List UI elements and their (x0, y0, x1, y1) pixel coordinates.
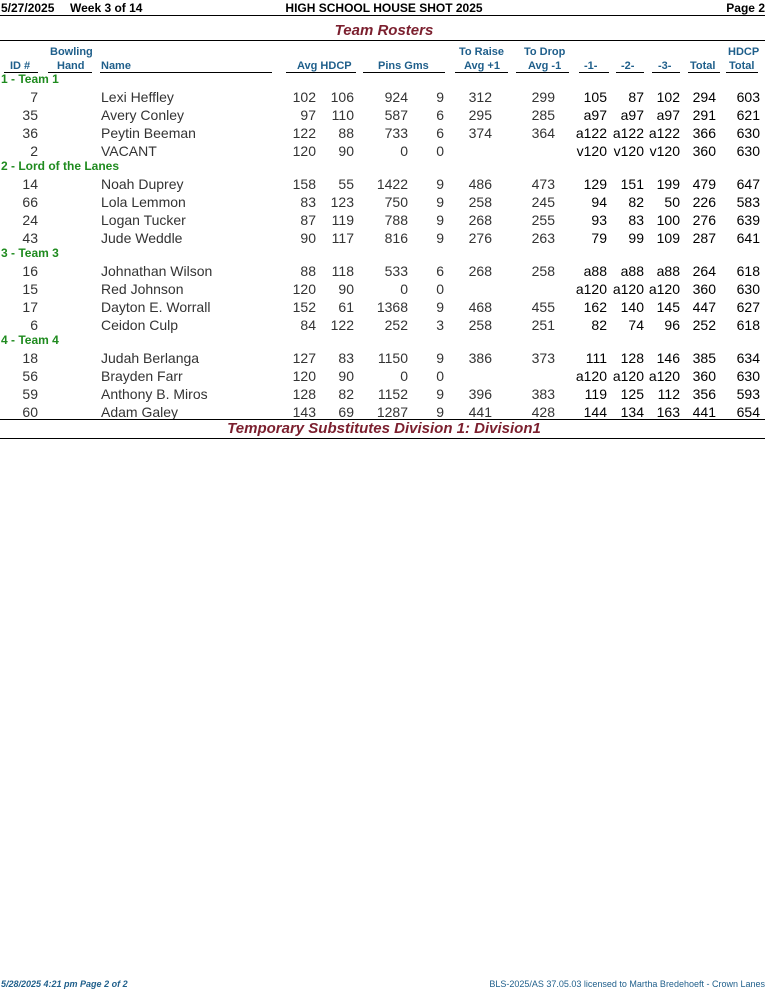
cell-id: 2 (30, 142, 38, 159)
col-game2: -2- (621, 60, 635, 72)
cell-avg: 90 (300, 229, 316, 246)
cell-g3: a120 (648, 367, 680, 384)
cell-id: 16 (22, 263, 38, 279)
cell-name: Peytin Beeman (101, 124, 196, 141)
cell-raise: 386 (468, 350, 492, 366)
underline-to-raise (455, 72, 508, 73)
underline-total (688, 72, 720, 73)
col-pins-gms: Pins Gms (378, 60, 429, 72)
cell-pins: 533 (384, 263, 408, 279)
team-header: 3 - Team 3 (1, 246, 59, 260)
cell-total: 441 (692, 403, 716, 420)
col-game3: -3- (658, 60, 672, 72)
print-timestamp: 5/28/2025 4:21 pm Page 2 of 2 (1, 979, 128, 989)
cell-g2: a120 (612, 367, 644, 384)
cell-avg: 87 (300, 211, 316, 228)
cell-hdcp-total: 618 (736, 316, 760, 333)
cell-avg: 97 (300, 106, 316, 123)
cell-id: 24 (22, 211, 38, 228)
cell-g1: a120 (575, 280, 607, 297)
cell-gms: 9 (436, 385, 444, 402)
cell-hdcp-total: 630 (736, 142, 760, 159)
cell-name: VACANT (101, 142, 157, 159)
cell-hdcp-total: 639 (736, 211, 760, 228)
player-row (0, 230, 768, 248)
cell-raise: 258 (468, 193, 492, 210)
cell-total: 291 (692, 106, 716, 123)
cell-avg: 128 (292, 385, 316, 402)
cell-id: 56 (22, 367, 38, 384)
team-header: 4 - Team 4 (1, 333, 59, 347)
cell-g3: a97 (656, 106, 680, 123)
cell-avg: 158 (292, 176, 316, 192)
cell-pins: 750 (384, 193, 408, 210)
cell-hdcp-total: 634 (736, 350, 760, 366)
col-name: Name (101, 60, 131, 72)
cell-name: Avery Conley (101, 106, 185, 123)
cell-gms: 6 (436, 106, 444, 123)
cell-hdcp: 118 (331, 263, 354, 279)
cell-gms: 9 (436, 211, 444, 228)
cell-gms: 6 (436, 263, 444, 279)
cell-id: 7 (30, 89, 38, 105)
cell-hdcp-total: 593 (736, 385, 760, 402)
cell-hdcp: 106 (330, 89, 354, 105)
cell-id: 59 (22, 385, 38, 402)
cell-name: Adam Galey (101, 403, 179, 420)
cell-pins: 1150 (377, 350, 408, 366)
player-row (0, 194, 768, 212)
cell-total: 294 (692, 89, 716, 105)
cell-g2: a97 (620, 106, 644, 123)
cell-g2: 128 (620, 350, 644, 366)
cell-id: 14 (22, 176, 38, 192)
cell-pins: 587 (384, 106, 408, 123)
cell-drop: 258 (531, 263, 555, 279)
cell-gms: 9 (436, 193, 444, 210)
report-date: 5/27/2025 (1, 1, 55, 15)
cell-name: Ceidon Culp (101, 316, 179, 333)
cell-name: Anthony B. Miros (101, 385, 208, 402)
cell-gms: 9 (436, 229, 444, 246)
cell-hdcp: 82 (338, 385, 354, 402)
cell-total: 360 (692, 367, 716, 384)
cell-hdcp-total: 621 (736, 106, 760, 123)
cell-total: 252 (692, 316, 716, 333)
cell-pins: 816 (384, 229, 408, 246)
cell-total: 356 (692, 385, 716, 402)
cell-hdcp: 122 (330, 316, 354, 333)
underline-game2 (616, 72, 644, 73)
cell-g3: a88 (656, 263, 680, 279)
cell-raise: 441 (468, 403, 492, 420)
cell-hdcp: 123 (330, 193, 354, 210)
cell-g1: 82 (591, 316, 607, 333)
cell-hdcp: 88 (338, 124, 354, 141)
player-row (0, 125, 768, 143)
substitutes-rule (0, 438, 765, 439)
cell-name: Noah Duprey (101, 176, 184, 192)
cell-g3: 50 (664, 193, 680, 210)
player-row (0, 143, 768, 161)
cell-g1: 162 (583, 298, 607, 315)
cell-avg: 152 (292, 298, 316, 315)
cell-total: 366 (692, 124, 716, 141)
col-avg-minus: Avg -1 (528, 60, 562, 72)
cell-g2: 74 (628, 316, 644, 333)
cell-drop: 285 (531, 106, 555, 123)
cell-raise: 312 (468, 89, 492, 105)
cell-drop: 383 (531, 385, 555, 402)
underline-to-drop (516, 72, 569, 73)
cell-gms: 0 (436, 280, 444, 297)
cell-avg: 120 (292, 280, 316, 297)
cell-raise: 268 (468, 211, 492, 228)
cell-g3: 96 (664, 316, 680, 333)
col-id: ID # (10, 60, 31, 72)
cell-hdcp: 61 (338, 298, 354, 315)
cell-total: 276 (692, 211, 716, 228)
cell-g1: 119 (584, 385, 607, 402)
col-to-drop: To Drop (524, 46, 566, 58)
cell-raise: 295 (468, 106, 492, 123)
cell-hdcp-total: 630 (736, 124, 760, 141)
player-row (0, 317, 768, 335)
cell-raise: 268 (468, 263, 492, 279)
cell-hdcp: 119 (331, 211, 354, 228)
player-row (0, 212, 768, 230)
section-title: Team Rosters (334, 22, 434, 39)
cell-hdcp: 117 (331, 229, 354, 246)
cell-name: Red Johnson (101, 280, 184, 297)
cell-drop: 251 (531, 316, 555, 333)
cell-pins: 0 (400, 367, 408, 384)
cell-gms: 6 (436, 124, 444, 141)
cell-g1: 105 (583, 89, 607, 105)
cell-id: 43 (22, 229, 38, 246)
cell-g1: 144 (583, 403, 607, 420)
cell-total: 385 (692, 350, 716, 366)
cell-g1: 111 (585, 350, 607, 366)
cell-total: 287 (692, 229, 716, 246)
cell-name: Dayton E. Worrall (101, 298, 211, 315)
cell-g3: a120 (648, 280, 680, 297)
cell-hdcp-total: 618 (736, 263, 760, 279)
cell-gms: 9 (436, 298, 444, 315)
cell-pins: 1287 (376, 403, 408, 420)
cell-hdcp: 90 (338, 367, 354, 384)
cell-name: Brayden Farr (101, 367, 183, 384)
cell-avg: 120 (292, 142, 316, 159)
cell-g3: 102 (656, 89, 680, 105)
cell-hdcp: 90 (338, 280, 354, 297)
cell-g3: 109 (656, 229, 680, 246)
cell-g1: 93 (591, 211, 607, 228)
cell-g1: 129 (583, 176, 607, 192)
cell-g1: 79 (591, 229, 607, 246)
cell-g3: v120 (649, 142, 680, 159)
cell-g2: 83 (628, 211, 644, 228)
cell-pins: 252 (384, 316, 408, 333)
cell-pins: 1422 (376, 176, 408, 192)
cell-raise: 486 (468, 176, 492, 192)
player-row (0, 299, 768, 317)
cell-name: Lexi Heffley (101, 89, 174, 105)
cell-raise: 396 (468, 385, 492, 402)
col-bowling: Bowling (50, 46, 93, 58)
cell-id: 66 (22, 193, 38, 210)
player-row (0, 89, 768, 107)
cell-drop: 263 (531, 229, 555, 246)
cell-hdcp-total: 627 (736, 298, 760, 315)
cell-raise: 374 (468, 124, 492, 141)
cell-g3: 199 (656, 176, 680, 192)
cell-avg: 84 (300, 316, 316, 333)
cell-g1: a88 (583, 263, 607, 279)
cell-gms: 0 (436, 367, 444, 384)
cell-gms: 9 (436, 403, 444, 420)
cell-id: 15 (22, 280, 38, 297)
cell-hdcp-total: 647 (736, 176, 760, 192)
cell-total: 360 (692, 142, 716, 159)
cell-total: 226 (692, 193, 716, 210)
player-row (0, 263, 768, 281)
cell-g2: 151 (620, 176, 644, 192)
col-avg-plus: Avg +1 (464, 60, 500, 72)
cell-drop: 455 (531, 298, 555, 315)
cell-hdcp: 69 (338, 403, 354, 420)
cell-drop: 255 (531, 211, 555, 228)
cell-g1: a97 (583, 106, 607, 123)
cell-name: Lola Lemmon (101, 193, 186, 210)
cell-avg: 127 (292, 350, 316, 366)
underline-game3 (652, 72, 680, 73)
cell-total: 447 (692, 298, 716, 315)
cell-id: 18 (22, 350, 38, 366)
team-header: 2 - Lord of the Lanes (1, 159, 120, 173)
cell-g1: a122 (575, 124, 607, 141)
week-label: Week 3 of 14 (70, 1, 143, 15)
cell-drop: 373 (531, 350, 555, 366)
cell-g3: 112 (657, 385, 680, 402)
cell-hdcp-total: 654 (736, 403, 760, 420)
cell-pins: 924 (384, 89, 408, 105)
cell-drop: 299 (531, 89, 555, 105)
cell-g2: 99 (628, 229, 644, 246)
cell-g2: 82 (628, 193, 644, 210)
player-row (0, 350, 768, 368)
cell-hdcp-total: 603 (736, 89, 760, 105)
cell-g1: v120 (576, 142, 607, 159)
player-row (0, 368, 768, 386)
cell-g2: 87 (628, 89, 644, 105)
cell-id: 35 (22, 106, 38, 123)
col-to-raise: To Raise (459, 46, 505, 58)
underline-hdcp-total (726, 72, 758, 73)
cell-g1: 94 (591, 193, 607, 210)
cell-g2: 140 (620, 298, 644, 315)
underline-game1 (579, 72, 609, 73)
cell-raise: 276 (468, 229, 492, 246)
col-hdcp: HDCP (728, 46, 760, 58)
cell-drop: 364 (531, 124, 555, 141)
cell-id: 36 (22, 124, 38, 141)
col-game1: -1- (584, 60, 598, 72)
col-total: Total (690, 60, 716, 72)
header-rule (0, 15, 765, 16)
cell-name: Jude Weddle (101, 229, 183, 246)
cell-total: 264 (692, 263, 716, 279)
cell-g3: a122 (648, 124, 680, 141)
cell-gms: 0 (436, 142, 444, 159)
cell-avg: 88 (300, 263, 316, 279)
team-header: 1 - Team 1 (1, 72, 59, 86)
cell-id: 60 (22, 403, 38, 420)
cell-pins: 1368 (376, 298, 408, 315)
cell-name: Johnathan Wilson (101, 263, 213, 279)
cell-avg: 143 (292, 403, 316, 420)
cell-g2: 125 (620, 385, 644, 402)
cell-id: 6 (30, 316, 38, 333)
cell-hdcp: 110 (331, 106, 354, 123)
cell-id: 17 (22, 298, 38, 315)
cell-name: Logan Tucker (101, 211, 186, 228)
cell-g3: 146 (656, 350, 680, 366)
section-rule (0, 40, 765, 41)
cell-raise: 468 (468, 298, 492, 315)
player-row (0, 281, 768, 299)
cell-gms: 9 (436, 176, 444, 192)
player-row (0, 107, 768, 125)
cell-hdcp-total: 641 (736, 229, 760, 246)
cell-pins: 1152 (377, 385, 408, 402)
license-note: BLS-2025/AS 37.05.03 licensed to Martha Bredehoeft - Crown Lanes (489, 979, 765, 989)
cell-g2: a122 (612, 124, 644, 141)
cell-name: Judah Berlanga (101, 350, 200, 366)
cell-g2: 134 (620, 403, 644, 420)
cell-hdcp-total: 630 (736, 367, 760, 384)
substitutes-title: Temporary Substitutes Division 1: Division1 (227, 420, 541, 437)
cell-g2: v120 (613, 142, 644, 159)
cell-avg: 83 (300, 193, 316, 210)
cell-gms: 9 (436, 350, 444, 366)
underline-name (100, 72, 272, 73)
cell-g1: a120 (575, 367, 607, 384)
col-avg-hdcp: Avg HDCP (297, 60, 352, 72)
cell-avg: 102 (292, 89, 316, 105)
player-row (0, 176, 768, 194)
league-title: HIGH SCHOOL HOUSE SHOT 2025 (285, 1, 483, 15)
cell-hdcp: 90 (338, 142, 354, 159)
cell-pins: 788 (384, 211, 408, 228)
underline-pins-gms (363, 72, 445, 73)
cell-g3: 145 (656, 298, 680, 315)
underline-avg-hdcp (286, 72, 356, 73)
cell-raise: 258 (468, 316, 492, 333)
cell-drop: 473 (531, 176, 555, 192)
cell-g3: 163 (656, 403, 680, 420)
cell-hdcp: 55 (338, 176, 354, 192)
col-hdcp-total: Total (729, 60, 755, 72)
cell-total: 360 (692, 280, 716, 297)
cell-drop: 245 (531, 193, 555, 210)
cell-gms: 9 (436, 89, 444, 105)
cell-drop: 428 (531, 403, 555, 420)
cell-g2: a120 (612, 280, 644, 297)
cell-avg: 120 (292, 367, 316, 384)
cell-pins: 0 (400, 142, 408, 159)
cell-avg: 122 (292, 124, 316, 141)
cell-hdcp: 83 (338, 350, 354, 366)
col-hand: Hand (57, 60, 85, 72)
cell-g3: 100 (656, 211, 680, 228)
cell-g2: a88 (620, 263, 644, 279)
cell-hdcp-total: 583 (736, 193, 760, 210)
page-number: Page 2 (726, 1, 765, 15)
player-row (0, 386, 768, 404)
cell-gms: 3 (436, 316, 444, 333)
cell-pins: 0 (400, 280, 408, 297)
cell-pins: 733 (384, 124, 408, 141)
cell-total: 479 (692, 176, 716, 192)
cell-hdcp-total: 630 (736, 280, 760, 297)
